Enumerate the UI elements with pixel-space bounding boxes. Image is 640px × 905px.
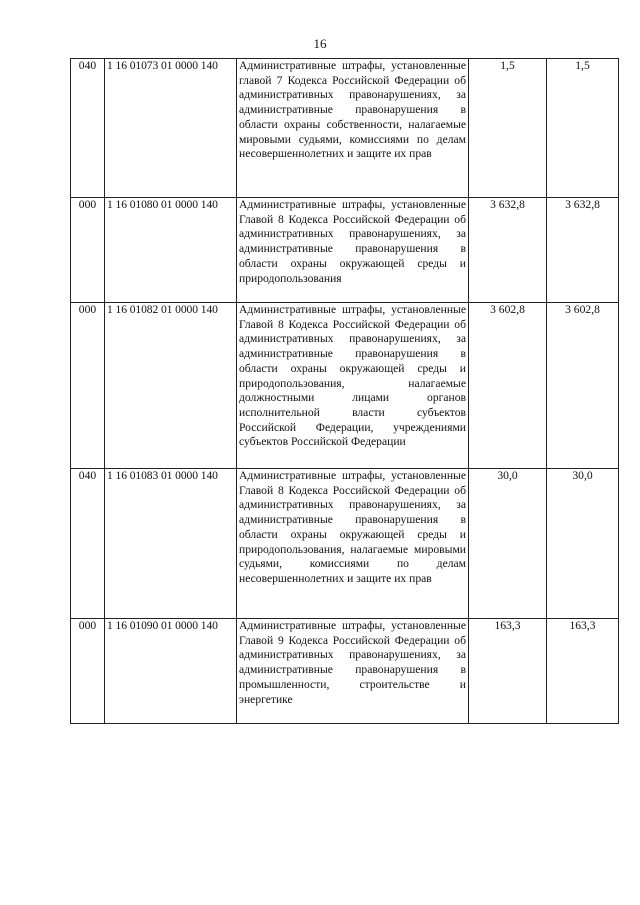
table-row xyxy=(71,469,619,619)
amount-1-cell: 163,3 xyxy=(469,619,547,724)
amount-1-cell: 3 632,8 xyxy=(469,198,547,303)
amount-2-cell: 3 602,8 xyxy=(547,303,619,469)
amount-1-cell: 3 602,8 xyxy=(469,303,547,469)
table-row xyxy=(71,619,619,724)
budget-code-cell: 1 16 01083 01 0000 140 xyxy=(105,469,237,619)
admin-code-cell: 040 xyxy=(71,469,105,619)
amount-2-cell: 163,3 xyxy=(547,619,619,724)
budget-code-cell: 1 16 01090 01 0000 140 xyxy=(105,619,237,724)
table-row xyxy=(71,303,619,469)
amount-2-cell: 1,5 xyxy=(547,59,619,198)
amount-1-cell: 30,0 xyxy=(469,469,547,619)
budget-code-cell: 1 16 01073 01 0000 140 xyxy=(105,59,237,198)
admin-code-cell: 000 xyxy=(71,198,105,303)
page-number: 16 xyxy=(313,36,327,51)
amount-2-cell: 30,0 xyxy=(547,469,619,619)
description-cell: Административные штрафы, установленные главой 7 Кодекса Российской Федерации об административных правонарушениях, за административные правонарушения в области охраны собственности, налагаемые мировыми судьями, комиссиями по делам несовершеннолетних и защите их прав xyxy=(237,59,469,198)
admin-code-cell: 000 xyxy=(71,619,105,724)
budget-code-cell: 1 16 01080 01 0000 140 xyxy=(105,198,237,303)
amount-1-cell: 1,5 xyxy=(469,59,547,198)
description-cell: Административные штрафы, установленные Главой 9 Кодекса Российской Федерации об административных правонарушениях, за административные правонарушения в промышленности, строительстве и энергетике xyxy=(237,619,469,724)
admin-code-cell: 000 xyxy=(71,303,105,469)
description-cell: Административные штрафы, установленные Главой 8 Кодекса Российской Федерации об административных правонарушениях, за административные правонарушения в области охраны окружающей среды и природопользования, налагаемые должностными лицами органов исполнительной власти субъектов Российской Федерации, учреждениями субъектов Российской Федерации xyxy=(237,303,469,469)
budget-code-cell: 1 16 01082 01 0000 140 xyxy=(105,303,237,469)
budget-revenue-table xyxy=(70,58,619,724)
table-row xyxy=(71,59,619,198)
amount-2-cell: 3 632,8 xyxy=(547,198,619,303)
description-cell: Административные штрафы, установленные Главой 8 Кодекса Российской Федерации об административных правонарушениях, за административные правонарушения в области охраны окружающей среды и природопользования, налагаемые мировыми судьями, комиссиями по делам несовершеннолетних и защите их прав xyxy=(237,469,469,619)
admin-code-cell: 040 xyxy=(71,59,105,198)
table-row xyxy=(71,198,619,303)
description-cell: Административные штрафы, установленные Главой 8 Кодекса Российской Федерации об административных правонарушениях, за административные правонарушения в области охраны окружающей среды и природопользования xyxy=(237,198,469,303)
